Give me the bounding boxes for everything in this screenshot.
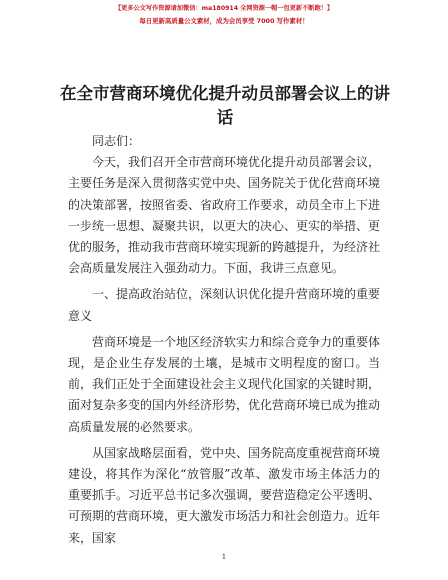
paragraph-3: 从国家战略层面看，党中央、国务院高度重视营商环境建设，将其作为深化“放管服”改革、激发市场主体活力的重要抓手。习近平总书记多次强调，要营造稳定公平透明、可预期的营商环境，更大激发市场活力和社会创造力。近年来，国家 [68, 445, 381, 545]
promo-banner-line-2: 每日更新高质量公文素材，成为会员享受 7000 写作素材！ [139, 17, 309, 25]
document-title: 在全市营商环境优化提升动员部署会议上的讲话 [60, 84, 390, 127]
salutation: 同志们： [92, 134, 141, 148]
section-heading-1: 一、提高政治站位，深刻认识优化提升营商环境的重要意义 [68, 287, 381, 323]
page-number: 1 [221, 553, 227, 561]
paragraph-intro: 今天，我们召开全市营商环境优化提升动员部署会议，主要任务是深入贯彻落实党中央、国务院关于优化营商环境的决策部署，按照省委、省政府工作要求，动员全市上下进一步统一思想、凝聚共识，以更大的决心、更实的举措、更优的服务，推动我市营商环境实现新的跨越提升，为经济社会高质量发展注入强劲动力。下面，我讲三点意见。 [68, 155, 381, 276]
document-body [68, 131, 380, 549]
paragraph-2: 营商环境是一个地区经济软实力和综合竞争力的重要体现，是企业生存发展的土壤，是城市文明程度的窗口。当前，我们正处于全面建设社会主义现代化国家的关键时期，面对复杂多变的国内外经济形势，优化营商环境已成为推动高质量发展的必然要求。 [68, 334, 381, 434]
promo-banner-line-1: 【更多公文写作资源请加微信：ma180914 全网资源一帽一包更新不断跑！】 [114, 5, 334, 12]
